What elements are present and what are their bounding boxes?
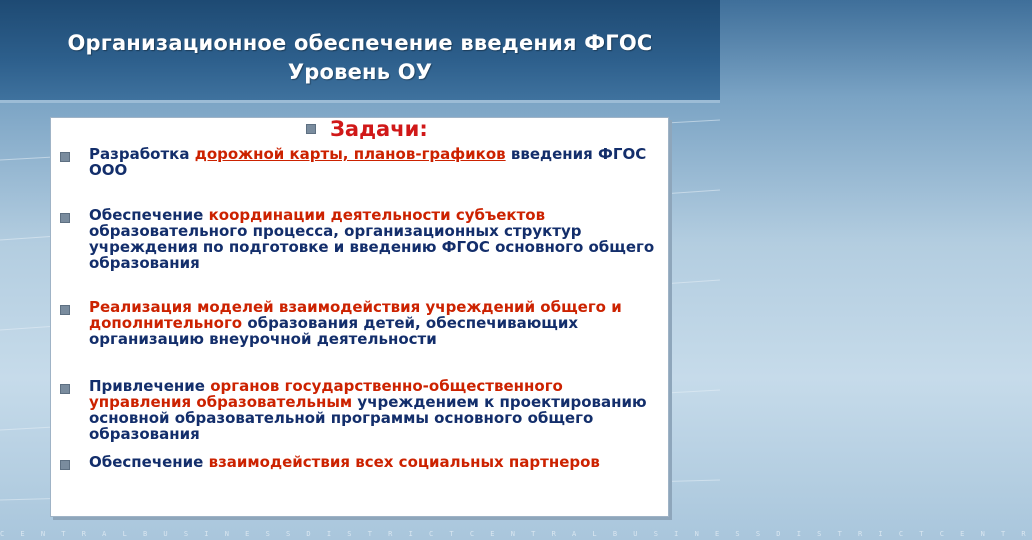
footer-watermark: C E N T R A L B U S I N E S S D I S T R I C T C E N T R A L B U S I N E S S D I S T R I C T C E N T R — [0, 530, 1032, 538]
bullet-icon — [60, 305, 70, 315]
list-item-text: Реализация моделей взаимодействия учреждений общего и дополнительного образования детей, обеспечивающих организацию внеурочной деятельности — [89, 298, 622, 348]
slide-subtitle: Уровень ОУ — [287, 60, 433, 84]
bullet-icon — [60, 460, 70, 470]
bullet-icon — [60, 384, 70, 394]
bullet-icon — [306, 124, 316, 134]
title-bar — [0, 0, 720, 103]
tasks-heading-text: Задачи: — [330, 117, 428, 141]
list-item-text: Обеспечение координации деятельности субъектов образовательного процесса, организационных структур учреждения по подготовке и введению ФГОС основного общего образования — [89, 206, 655, 272]
list-item-text: Обеспечение взаимодействия всех социальных партнеров — [89, 453, 600, 471]
slide-title: Организационное обеспечение введения ФГОС — [67, 31, 653, 55]
list-item-text: Разработка дорожной карты, планов-графиков введения ФГОС ООО — [89, 145, 647, 179]
bullet-icon — [60, 213, 70, 223]
bullet-icon — [60, 152, 70, 162]
list-item-text: Привлечение органов государственно-общественного управления образовательным учреждением к проектированию основной образовательной программы основного общего образования — [89, 377, 647, 443]
tasks-heading — [306, 114, 428, 144]
